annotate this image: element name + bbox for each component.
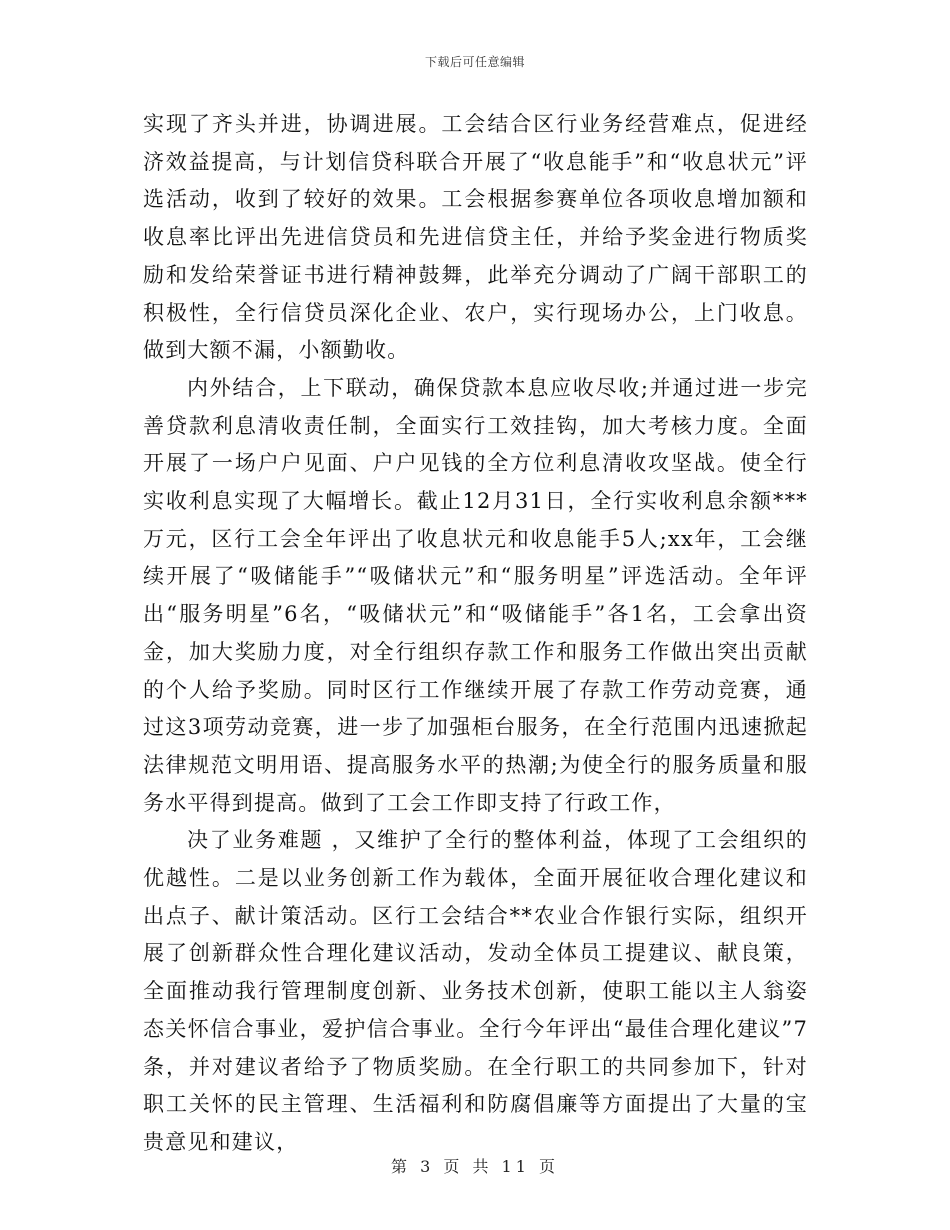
page-number-footer: 第 3 页 共 11 页 (391, 1157, 559, 1176)
page-header: 下载后可任意编辑 (424, 55, 525, 69)
document-body (143, 106, 808, 1162)
paragraph-1: 实现了齐头并进，协调进展。工会结合区行业务经营难点，促进经济效益提高，与计划信贷科联合开展了“收息能手”和“收息状元”评选活动，收到了较好的效果。工会根据参赛单位各项收息增加额和收息率比评出先进信贷员和先进信贷主任，并给予奖金进行物质奖励和发给荣誉证书进行精神鼓舞，此举充分调动了广阔干部职工的积极性，全行信贷员深化企业、农户，实行现场办公，上门收息。做到大额不漏，小额勤收。 (143, 112, 808, 363)
paragraph-3: 决了业务难题 ，又维护了全行的整体利益，体现了工会组织的优越性。二是以业务创新工作为载体，全面开展征收合理化建议和出点子、献计策活动。区行工会结合**农业合作银行实际，组织开展了创新群众性合理化建议活动，发动全体员工提建议、献良策，全面推动我行管理制度创新、业务技术创新，使职工能以主人翁姿态关怀信合事业，爱护信合事业。全行今年评出“最佳合理化建议”7条，并对建议者给予了物质奖励。在全行职工的共同参加下，针对职工关怀的民主管理、生活福利和防腐倡廉等方面提出了大量的宝贵意见和建议， (143, 828, 808, 1154)
paragraph-2: 内外结合，上下联动，确保贷款本息应收尽收;并通过进一步完善贷款利息清收责任制，全面实行工效挂钩，加大考核力度。全面开展了一场户户见面、户户见钱的全方位利息清收攻坚战。使全行实收利息实现了大幅增长。截止12月31日，全行实收利息余额***万元，区行工会全年评出了收息状元和收息能手5人;xx年，工会继续开展了“吸储能手”“吸储状元”和“服务明星”评选活动。全年评出“服务明星”6名，“吸储状元”和“吸储能手”各1名，工会拿出资金，加大奖励力度，对全行组织存款工作和服务工作做出突出贡献的个人给予奖励。同时区行工作继续开展了存款工作劳动竞赛，通过这3项劳动竞赛，进一步了加强柜台服务，在全行范围内迅速掀起法律规范文明用语、提高服务水平的热潮;为使全行的服务质量和服务水平得到提高。做到了工会工作即支持了行政工作， (143, 375, 808, 815)
